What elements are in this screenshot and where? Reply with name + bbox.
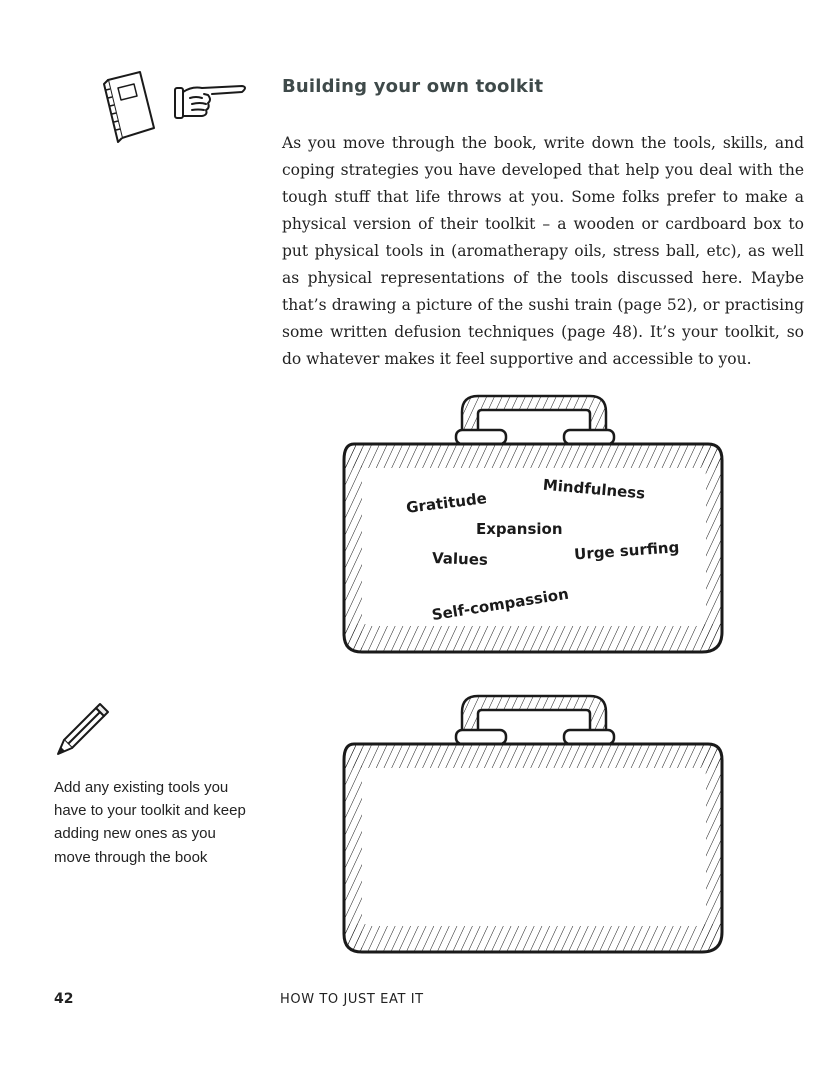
tool-word: Self-compassion: [430, 584, 570, 625]
section-heading: Building your own toolkit: [282, 76, 544, 97]
tool-word: Mindfulness: [542, 475, 646, 503]
toolkit-example: [336, 388, 728, 660]
running-title: HOW TO JUST EAT IT: [280, 992, 424, 1007]
suitcase-handle: [456, 696, 614, 744]
tool-word: Values: [431, 549, 489, 569]
tool-word: Urge surfing: [573, 538, 680, 564]
tool-word: Gratitude: [405, 489, 488, 517]
sidebar-note: Add any existing tools you have to your toolkit and keep adding new ones as you move through the book: [54, 779, 246, 866]
page-number: 42: [54, 991, 74, 1007]
tool-word: Expansion: [476, 520, 563, 538]
notebook-icon: [100, 70, 160, 146]
pointing-hand-icon: [172, 82, 252, 122]
toolkit-blank[interactable]: [336, 688, 728, 960]
toolkit-writing-area: [362, 768, 706, 926]
body-paragraph: As you move through the book, write down the tools, skills, and coping strategies you have developed that help you deal with the tough stuff that life throws at you. Some folks prefer to make a physical version of their toolkit – a wooden or cardboard box to put physical tools in (aromatherapy oils, stress ball, etc), as well as physical representations of the tools discussed here. Maybe that’s drawing a picture of the sushi train (page 52), or practising some written defusion techniques (page 48). It’s your toolkit, so do whatever makes it feel supportive and accessible to you.: [282, 134, 804, 368]
suitcase-handle: [456, 396, 614, 444]
pencil-icon: [52, 700, 110, 756]
